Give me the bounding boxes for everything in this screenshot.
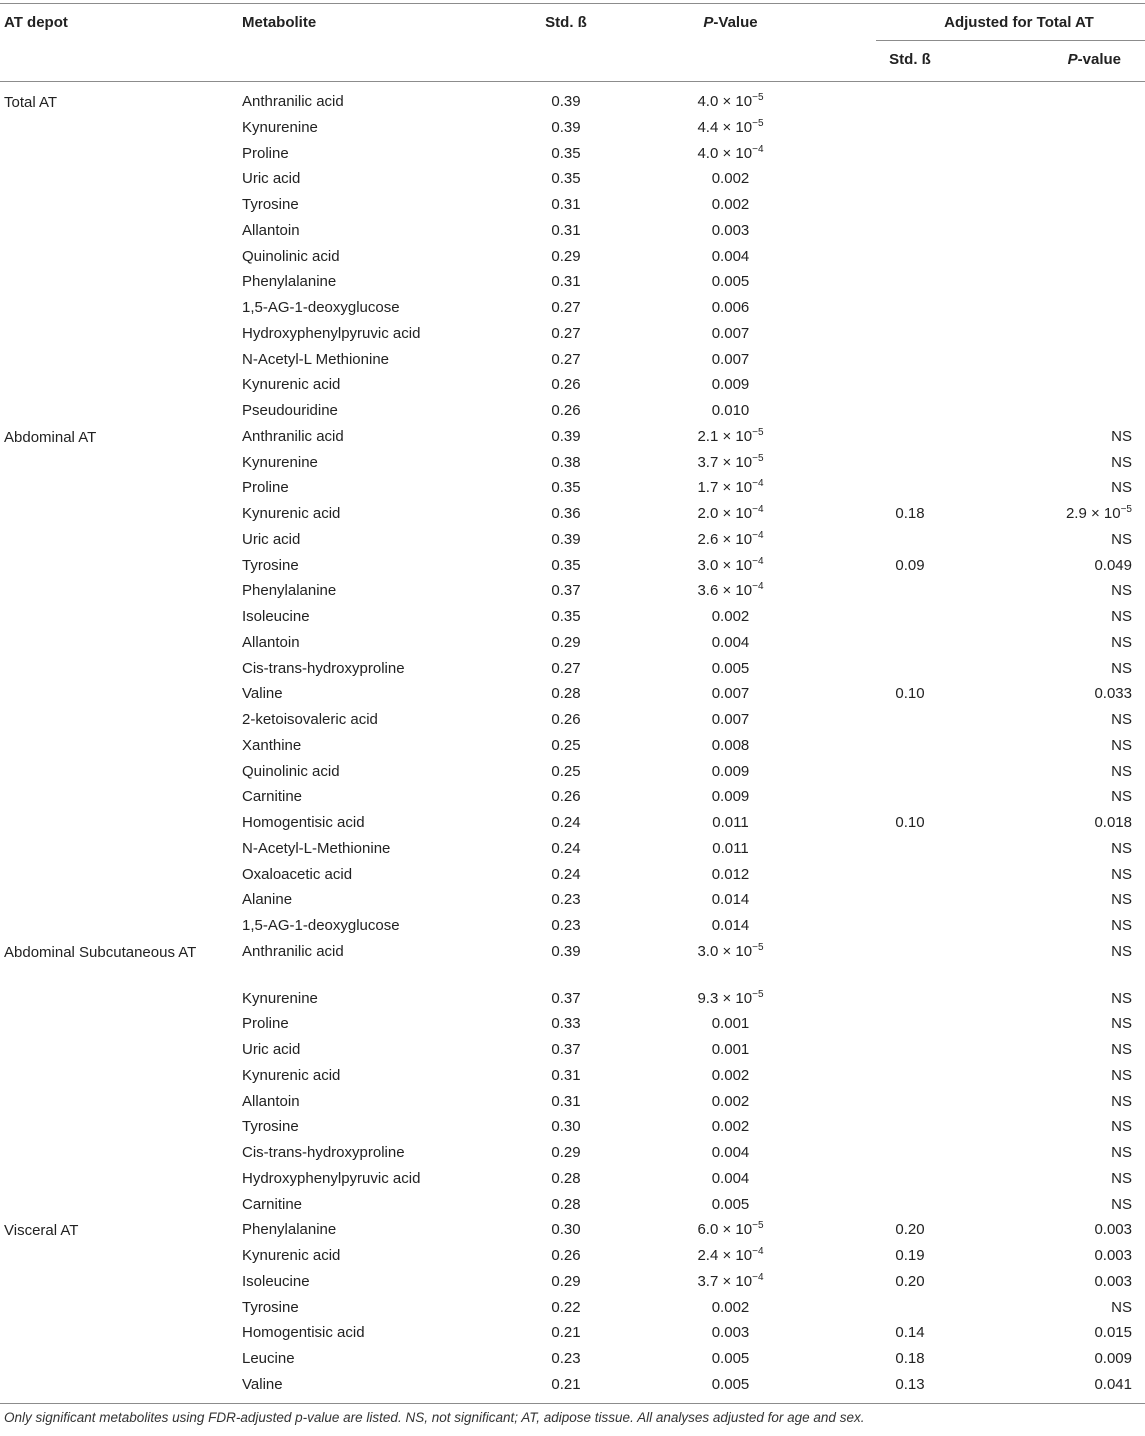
metabolite-cell: Homogentisic acid [242, 1324, 365, 1341]
p-value-cell: 0.002 [711, 170, 750, 187]
metabolite-cell: Allantoin [242, 222, 300, 239]
exponent: −5 [752, 1220, 764, 1231]
adjusted-p-value-cell: NS [1111, 840, 1132, 857]
adjusted-std-beta-cell: 0.14 [895, 1324, 925, 1341]
p-value-cell: 0.004 [711, 1144, 750, 1161]
exponent: −5 [752, 942, 764, 953]
std-beta-cell: 0.31 [551, 196, 581, 213]
std-beta-cell: 0.27 [551, 660, 581, 677]
adjusted-p-value-cell: NS [1111, 531, 1132, 548]
header-at-depot: AT depot [4, 14, 68, 31]
adjusted-p-value-cell: 0.049 [1094, 557, 1132, 574]
metabolite-cell: Hydroxyphenylpyruvic acid [242, 325, 421, 342]
p-value-cell: 0.004 [711, 1170, 750, 1187]
std-beta-cell: 0.27 [551, 351, 581, 368]
std-beta-cell: 0.30 [551, 1118, 581, 1135]
metabolite-cell: Hydroxyphenylpyruvic acid [242, 1170, 421, 1187]
exponent: −4 [752, 478, 764, 489]
metabolite-cell: Homogentisic acid [242, 814, 365, 831]
adjusted-std-beta-cell: 0.09 [895, 557, 925, 574]
header-p-value [668, 13, 793, 33]
exponent: −5 [1120, 504, 1132, 515]
p-value-cell: 0.003 [711, 222, 750, 239]
metabolite-cell: Kynurenic acid [242, 1067, 341, 1084]
p-value-cell: 0.001 [711, 1015, 750, 1032]
metabolite-cell: Proline [242, 1015, 289, 1032]
p-value-cell: 0.014 [711, 891, 750, 908]
std-beta-cell: 0.35 [551, 608, 581, 625]
std-beta-cell: 0.31 [551, 1093, 581, 1110]
exponent: −4 [752, 581, 764, 592]
adjusted-p-value-cell: NS [1111, 788, 1132, 805]
p-value-cell: $2.4 \times 10^{-4}$ [697, 1246, 764, 1264]
adjusted-p-value-cell: NS [1111, 1118, 1132, 1135]
std-beta-cell: 0.35 [551, 145, 581, 162]
std-beta-cell: 0.37 [551, 990, 581, 1007]
p-value-cell: 0.002 [711, 1118, 750, 1135]
std-beta-cell: 0.31 [551, 1067, 581, 1084]
metabolite-cell: Kynurenine [242, 119, 318, 136]
p-value-cell: 0.006 [711, 299, 750, 316]
p-value-cell: 0.007 [711, 685, 750, 702]
std-beta-cell: 0.39 [551, 93, 581, 110]
std-beta-cell: 0.25 [551, 763, 581, 780]
p-value-cell: 0.002 [711, 196, 750, 213]
exponent: −4 [752, 530, 764, 541]
metabolite-cell: Tyrosine [242, 1118, 299, 1135]
std-beta-cell: 0.29 [551, 1273, 581, 1290]
metabolite-cell: Proline [242, 145, 289, 162]
p-value-cell: $4.0 \times 10^{-4}$ [697, 144, 764, 162]
adjusted-std-beta-cell: 0.13 [895, 1376, 925, 1393]
std-beta-cell: 0.30 [551, 1221, 581, 1238]
adjusted-p-value-cell: 0.003 [1094, 1247, 1132, 1264]
std-beta-cell: 0.39 [551, 428, 581, 445]
metabolite-cell: Anthranilic acid [242, 943, 344, 960]
std-beta-cell: 0.39 [551, 119, 581, 136]
adjusted-p-value-cell: 0.009 [1094, 1350, 1132, 1367]
metabolite-cell: Valine [242, 1376, 283, 1393]
adjusted-p-value-cell: NS [1111, 454, 1132, 471]
std-beta-cell: 0.27 [551, 299, 581, 316]
adjusted-std-beta-cell: 0.18 [895, 1350, 925, 1367]
adjusted-p-value-cell: NS [1111, 608, 1132, 625]
p-value-cell: $3.0 \times 10^{-5}$ [697, 942, 764, 960]
metabolite-cell: Phenylalanine [242, 1221, 337, 1238]
p-value-cell: $3.7 \times 10^{-4}$ [697, 1272, 764, 1290]
metabolite-cell: Uric acid [242, 170, 301, 187]
std-beta-cell: 0.23 [551, 917, 581, 934]
p-value-cell: $2.0 \times 10^{-4}$ [697, 504, 764, 522]
p-value-cell: 0.005 [711, 1196, 750, 1213]
adjusted-p-value-cell: $2.9 \times 10^{-5}$ [1065, 504, 1132, 522]
std-beta-cell: 0.23 [551, 891, 581, 908]
std-beta-cell: 0.23 [551, 1350, 581, 1367]
p-value-cell: 0.002 [711, 1093, 750, 1110]
p-value-cell: $9.3 \times 10^{-5}$ [697, 989, 764, 1007]
depot-cell: Abdominal AT [4, 429, 97, 446]
metabolite-cell: N-Acetyl-L-Methionine [242, 840, 391, 857]
metabolite-cell: Leucine [242, 1350, 295, 1367]
p-value-cell: $3.7 \times 10^{-5}$ [697, 453, 764, 471]
p-value-cell: $4.0 \times 10^{-5}$ [697, 92, 764, 110]
header-adjusted-p-suffix: -value [1077, 51, 1121, 68]
p-value-cell: $2.1 \times 10^{-5}$ [697, 427, 764, 445]
p-value-cell: $3.0 \times 10^{-4}$ [697, 556, 764, 574]
exponent: −4 [752, 1272, 764, 1283]
header-adjusted-p-letter: P [1067, 51, 1078, 68]
std-beta-cell: 0.21 [551, 1376, 581, 1393]
exponent: −5 [752, 92, 764, 103]
metabolite-cell: Allantoin [242, 634, 300, 651]
std-beta-cell: 0.28 [551, 1170, 581, 1187]
p-value-cell: 0.008 [711, 737, 750, 754]
p-value-cell: 0.002 [711, 1067, 750, 1084]
p-value-cell: 0.004 [711, 634, 750, 651]
metabolite-cell: Isoleucine [242, 608, 310, 625]
metabolite-cell: Kynurenic acid [242, 1247, 341, 1264]
adjusted-p-value-cell: 0.003 [1094, 1273, 1132, 1290]
p-value-cell: 0.007 [711, 351, 750, 368]
adjusted-p-value-cell: NS [1111, 917, 1132, 934]
adjusted-std-beta-cell: 0.20 [895, 1273, 925, 1290]
adjusted-p-value-cell: NS [1111, 737, 1132, 754]
std-beta-cell: 0.37 [551, 1041, 581, 1058]
p-value-cell: 0.002 [711, 1299, 750, 1316]
adjusted-p-value-cell: NS [1111, 711, 1132, 728]
metabolite-cell: Cis-trans-hydroxyproline [242, 660, 405, 677]
metabolite-cell: Pseudouridine [242, 402, 338, 419]
adjusted-p-value-cell: NS [1111, 428, 1132, 445]
p-value-cell: 0.012 [711, 866, 750, 883]
std-beta-cell: 0.26 [551, 402, 581, 419]
adjusted-p-value-cell: NS [1111, 1041, 1132, 1058]
adjusted-p-value-cell: NS [1111, 1299, 1132, 1316]
p-value-cell: 0.009 [711, 376, 750, 393]
adjusted-p-value-cell: NS [1111, 943, 1132, 960]
metabolite-cell: Anthranilic acid [242, 428, 344, 445]
metabolite-cell: Kynurenic acid [242, 376, 341, 393]
header-std-beta: Std. ß [545, 14, 587, 31]
header-p-value-letter: P [703, 14, 714, 31]
p-value-cell: 0.002 [711, 608, 750, 625]
metabolite-cell: Oxaloacetic acid [242, 866, 353, 883]
adjusted-p-value-cell: NS [1111, 891, 1132, 908]
std-beta-cell: 0.38 [551, 454, 581, 471]
metabolite-cell: Kynurenine [242, 454, 318, 471]
adjusted-std-beta-cell: 0.10 [895, 814, 925, 831]
metabolite-cell: Tyrosine [242, 557, 299, 574]
adjusted-p-value-cell: NS [1111, 479, 1132, 496]
metabolite-cell: Tyrosine [242, 196, 299, 213]
p-value-cell: 0.005 [711, 273, 750, 290]
p-value-cell: 0.001 [711, 1041, 750, 1058]
std-beta-cell: 0.29 [551, 634, 581, 651]
metabolite-cell: Kynurenic acid [242, 505, 341, 522]
adjusted-p-value-cell: 0.018 [1094, 814, 1132, 831]
adjusted-p-value-cell: NS [1111, 660, 1132, 677]
exponent: −4 [752, 144, 764, 155]
exponent: −4 [752, 504, 764, 515]
metabolite-cell: Anthranilic acid [242, 93, 344, 110]
adjusted-p-value-cell: NS [1111, 582, 1132, 599]
p-value-cell: 0.014 [711, 917, 750, 934]
std-beta-cell: 0.39 [551, 531, 581, 548]
adjusted-p-value-cell: NS [1111, 1144, 1132, 1161]
p-value-cell: 0.003 [711, 1324, 750, 1341]
metabolite-cell: N-Acetyl-L Methionine [242, 351, 390, 368]
p-value-cell: $2.6 \times 10^{-4}$ [697, 530, 764, 548]
std-beta-cell: 0.39 [551, 943, 581, 960]
metabolite-cell: Isoleucine [242, 1273, 310, 1290]
std-beta-cell: 0.36 [551, 505, 581, 522]
metabolite-cell: Valine [242, 685, 283, 702]
metabolite-cell: Xanthine [242, 737, 302, 754]
std-beta-cell: 0.27 [551, 325, 581, 342]
exponent: −5 [752, 989, 764, 1000]
metabolite-cell: 1,5-AG-1-deoxyglucose [242, 917, 400, 934]
exponent: −5 [752, 118, 764, 129]
metabolite-cell: Uric acid [242, 531, 301, 548]
adjusted-p-value-cell: NS [1111, 634, 1132, 651]
metabolite-cell: Carnitine [242, 1196, 303, 1213]
p-value-cell: 0.009 [711, 763, 750, 780]
std-beta-cell: 0.24 [551, 866, 581, 883]
p-value-cell: 0.007 [711, 325, 750, 342]
metabolite-cell: 1,5-AG-1-deoxyglucose [242, 299, 400, 316]
adjusted-p-value-cell: NS [1111, 1067, 1132, 1084]
p-value-cell: $4.4 \times 10^{-5}$ [697, 118, 764, 136]
p-value-cell: 0.011 [712, 840, 749, 857]
adjusted-std-beta-cell: 0.19 [895, 1247, 925, 1264]
std-beta-cell: 0.22 [551, 1299, 581, 1316]
adjusted-group-underline [876, 40, 1145, 41]
std-beta-cell: 0.25 [551, 737, 581, 754]
std-beta-cell: 0.26 [551, 1247, 581, 1264]
adjusted-std-beta-cell: 0.20 [895, 1221, 925, 1238]
std-beta-cell: 0.37 [551, 582, 581, 599]
depot-cell: Abdominal Subcutaneous AT [4, 944, 197, 961]
p-value-cell: 0.007 [711, 711, 750, 728]
adjusted-p-value-cell: NS [1111, 1170, 1132, 1187]
std-beta-cell: 0.26 [551, 788, 581, 805]
std-beta-cell: 0.29 [551, 1144, 581, 1161]
adjusted-p-value-cell: 0.015 [1094, 1324, 1132, 1341]
adjusted-p-value-cell: NS [1111, 1015, 1132, 1032]
p-value-cell: 0.009 [711, 788, 750, 805]
metabolite-cell: Uric acid [242, 1041, 301, 1058]
adjusted-p-value-cell: NS [1111, 1196, 1132, 1213]
metabolite-cell: Cis-trans-hydroxyproline [242, 1144, 405, 1161]
std-beta-cell: 0.35 [551, 557, 581, 574]
std-beta-cell: 0.35 [551, 170, 581, 187]
adjusted-p-value-cell: NS [1111, 1093, 1132, 1110]
adjusted-p-value-cell: NS [1111, 990, 1132, 1007]
std-beta-cell: 0.24 [551, 840, 581, 857]
metabolite-cell: Quinolinic acid [242, 248, 340, 265]
header-metabolite: Metabolite [242, 14, 317, 31]
exponent: −5 [752, 427, 764, 438]
exponent: −4 [752, 1246, 764, 1257]
table-bottom-rule [0, 1403, 1145, 1404]
adjusted-p-value-cell: NS [1111, 763, 1132, 780]
metabolite-cell: Tyrosine [242, 1299, 299, 1316]
p-value-cell: 0.005 [711, 1376, 750, 1393]
std-beta-cell: 0.31 [551, 273, 581, 290]
p-value-cell: $1.7 \times 10^{-4}$ [697, 478, 764, 496]
adjusted-std-beta-cell: 0.18 [895, 505, 925, 522]
std-beta-cell: 0.28 [551, 685, 581, 702]
header-adjusted-p-value [1020, 50, 1140, 70]
metabolite-cell: Quinolinic acid [242, 763, 340, 780]
std-beta-cell: 0.24 [551, 814, 581, 831]
p-value-cell: 0.005 [711, 1350, 750, 1367]
std-beta-cell: 0.26 [551, 711, 581, 728]
p-value-cell: 0.005 [711, 660, 750, 677]
p-value-cell: 0.004 [711, 248, 750, 265]
metabolite-cell: Kynurenine [242, 990, 318, 1007]
std-beta-cell: 0.35 [551, 479, 581, 496]
std-beta-cell: 0.28 [551, 1196, 581, 1213]
adjusted-p-value-cell: 0.003 [1094, 1221, 1132, 1238]
adjusted-p-value-cell: 0.033 [1094, 685, 1132, 702]
metabolite-cell: Phenylalanine [242, 582, 337, 599]
metabolite-cell: Allantoin [242, 1093, 300, 1110]
std-beta-cell: 0.33 [551, 1015, 581, 1032]
table-top-rule [0, 3, 1145, 4]
exponent: −5 [752, 453, 764, 464]
table-footnote: Only significant metabolites using FDR-adjusted p-value are listed. NS, not significant; AT, adipose tissue. All analyses adjusted for age and sex. [4, 1410, 865, 1425]
std-beta-cell: 0.29 [551, 248, 581, 265]
header-adjusted-std-beta: Std. ß [889, 51, 931, 68]
header-p-value-suffix: -Value [713, 14, 758, 31]
exponent: −4 [752, 556, 764, 567]
metabolite-cell: Alanine [242, 891, 293, 908]
depot-cell: Visceral AT [4, 1222, 79, 1239]
metabolite-cell: 2-ketoisovaleric acid [242, 711, 378, 728]
std-beta-cell: 0.31 [551, 222, 581, 239]
p-value-cell: 0.011 [712, 814, 749, 831]
adjusted-p-value-cell: NS [1111, 866, 1132, 883]
depot-cell: Total AT [4, 94, 58, 111]
adjusted-std-beta-cell: 0.10 [895, 685, 925, 702]
metabolite-cell: Proline [242, 479, 289, 496]
p-value-cell: $3.6 \times 10^{-4}$ [697, 581, 764, 599]
std-beta-cell: 0.21 [551, 1324, 581, 1341]
std-beta-cell: 0.26 [551, 376, 581, 393]
p-value-cell: 0.010 [711, 402, 750, 419]
header-adjusted-group: Adjusted for Total AT [944, 14, 1094, 31]
metabolite-cell: Phenylalanine [242, 273, 337, 290]
metabolite-cell: Carnitine [242, 788, 303, 805]
adjusted-p-value-cell: 0.041 [1094, 1376, 1132, 1393]
header-bottom-rule [0, 81, 1145, 82]
p-value-cell: $6.0 \times 10^{-5}$ [697, 1220, 764, 1238]
